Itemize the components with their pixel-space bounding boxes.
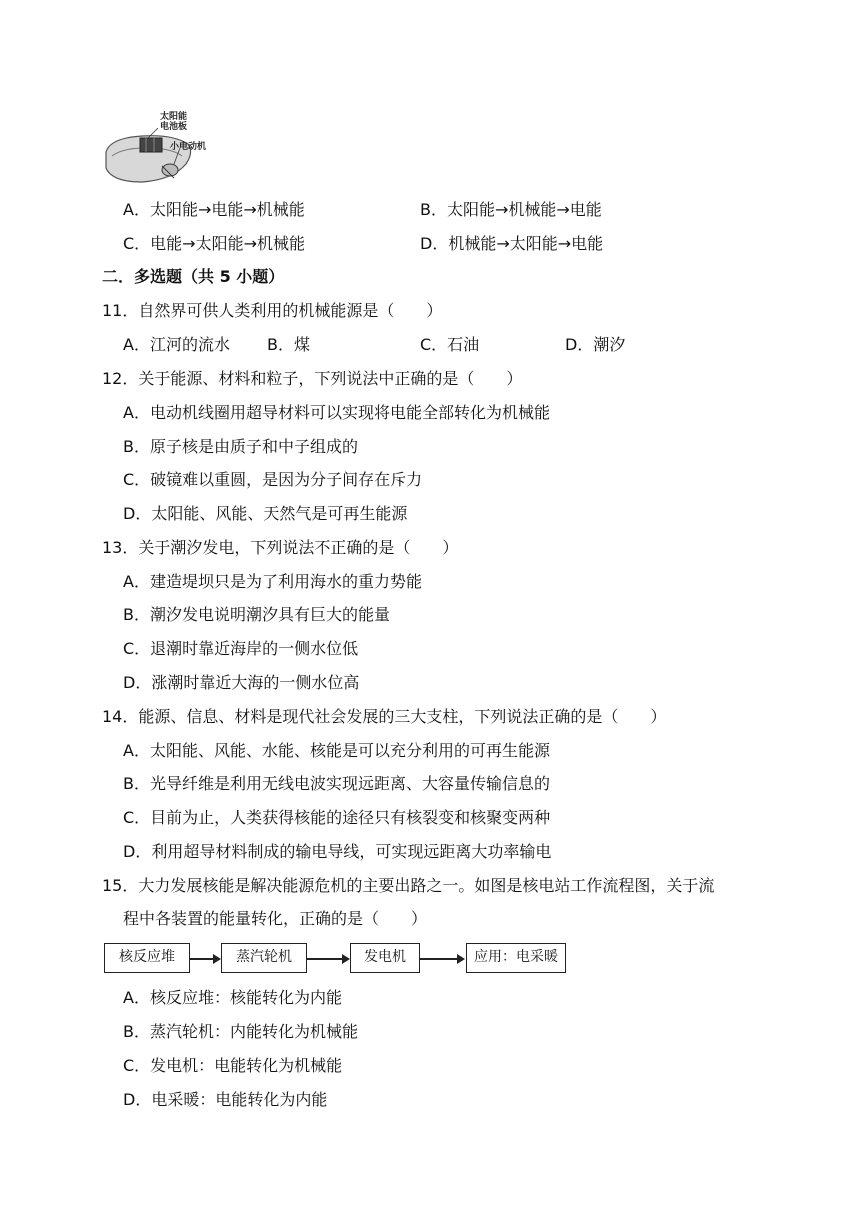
q14-stem: 14．能源、信息、材料是现代社会发展的三大支柱，下列说法正确的是（ ） — [102, 707, 667, 726]
flow-arrow-2 — [307, 958, 343, 960]
figure-label-solar-1: 太阳能 — [160, 112, 188, 122]
q12-option-d: D．太阳能、风能、天然气是可再生能源 — [123, 504, 408, 523]
q13-stem: 13．关于潮汐发电，下列说法不正确的是（ ） — [102, 538, 459, 557]
q13-option-d: D．涨潮时靠近大海的一侧水位高 — [123, 673, 360, 692]
q12-option-c: C．破镜难以重圆，是因为分子间存在斥力 — [123, 470, 423, 489]
q15-stem-line-2: 程中各装置的能量转化，正确的是（ ） — [123, 909, 428, 928]
flow-box-turbine: 蒸汽轮机 — [221, 943, 307, 973]
q12-option-b: B．原子核是由质子和中子组成的 — [123, 437, 358, 456]
q11-option-c: C．石油 — [420, 335, 480, 354]
flow-box-application: 应用：电采暖 — [466, 943, 566, 973]
q15-option-c: C．发电机：电能转化为机械能 — [123, 1056, 343, 1075]
q11-option-a: A．江河的流水 — [123, 335, 230, 354]
flow-arrow-3 — [420, 958, 458, 960]
q10-option-b: B．太阳能→机械能→电能 — [420, 200, 602, 219]
q14-option-c: C．目前为止，人类获得核能的途径只有核裂变和核聚变两种 — [123, 808, 551, 827]
q14-option-b: B．光导纤维是利用无线电波实现远距离、大容量传输信息的 — [123, 774, 550, 793]
q13-option-a: A．建造堤坝只是为了利用海水的重力势能 — [123, 572, 422, 591]
figure-label-solar-2: 电池板 — [160, 122, 188, 132]
q10-option-c: C．电能→太阳能→机械能 — [123, 234, 305, 253]
q10-option-d: D．机械能→太阳能→电能 — [420, 234, 604, 253]
arrow-head-icon — [213, 954, 221, 964]
q11-option-b: B．煤 — [267, 335, 310, 354]
q14-option-a: A．太阳能、风能、水能、核能是可以充分利用的可再生能源 — [123, 741, 550, 760]
q13-option-b: B．潮汐发电说明潮汐具有巨大的能量 — [123, 605, 390, 624]
flow-box-reactor: 核反应堆 — [104, 943, 190, 973]
flow-box-generator: 发电机 — [350, 943, 420, 973]
q15-stem-line-1: 15．大力发展核能是解决能源危机的主要出路之一。如图是核电站工作流程图，关于流 — [102, 876, 715, 895]
q12-stem: 12．关于能源、材料和粒子，下列说法中正确的是（ ） — [102, 369, 523, 388]
q15-option-b: B．蒸汽轮机：内能转化为机械能 — [123, 1022, 358, 1041]
q11-option-d: D．潮汐 — [565, 335, 626, 354]
q15-option-a: A．核反应堆：核能转化为内能 — [123, 988, 342, 1007]
q14-option-d: D．利用超导材料制成的输电导线，可实现远距离大功率输电 — [123, 842, 552, 861]
arrow-head-icon — [342, 954, 350, 964]
figure-label-motor: 小电动机 — [170, 142, 207, 152]
arrow-head-icon — [457, 954, 465, 964]
section-heading-multi-choice: 二．多选题（共 5 小题） — [102, 267, 285, 286]
q12-option-a: A．电动机线圈用超导材料可以实现将电能全部转化为机械能 — [123, 403, 550, 422]
flow-arrow-1 — [190, 958, 214, 960]
q10-option-a: A．太阳能→电能→机械能 — [123, 200, 305, 219]
q13-option-c: C．退潮时靠近海岸的一侧水位低 — [123, 639, 359, 658]
solar-fan-figure — [102, 108, 212, 190]
q15-option-d: D．电采暖：电能转化为内能 — [123, 1090, 328, 1109]
q11-stem: 11．自然界可供人类利用的机械能源是（ ） — [102, 301, 443, 320]
